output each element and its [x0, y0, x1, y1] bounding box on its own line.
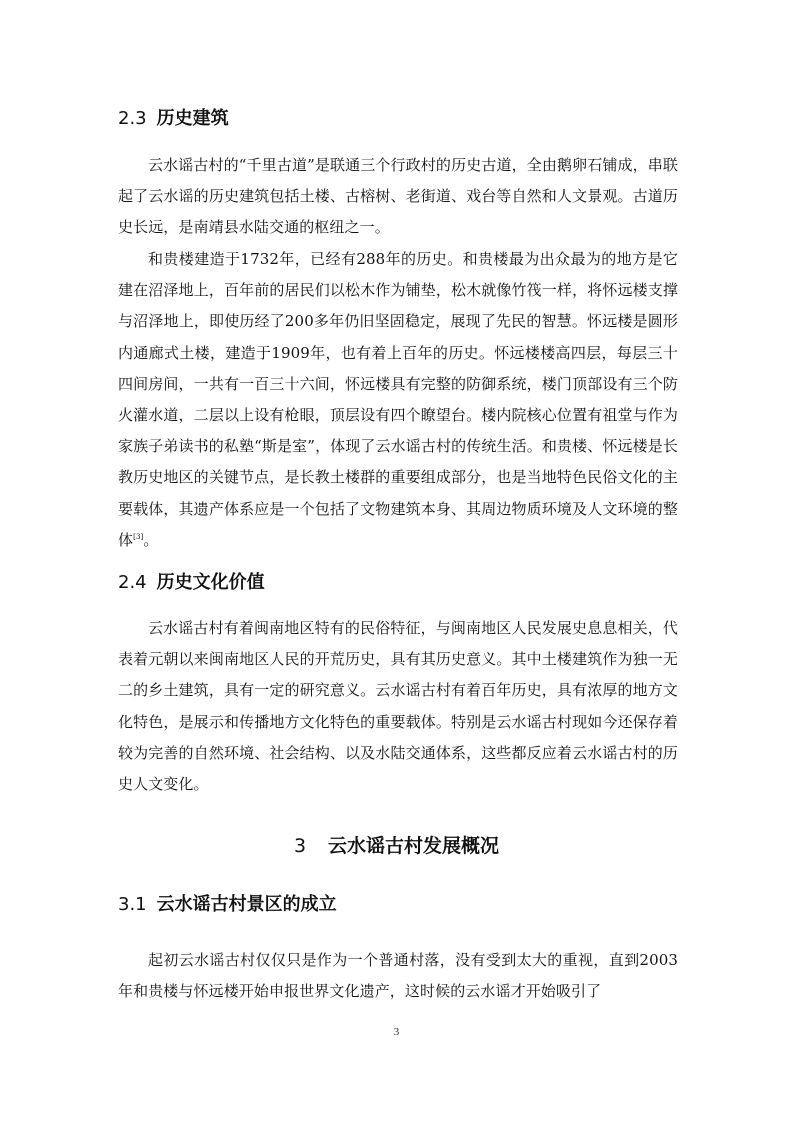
- chapter-heading-3: [0, 831, 793, 858]
- section-title: 历史文化价值: [156, 572, 265, 593]
- page-number: 3: [393, 1026, 400, 1038]
- section-heading-3-1: [118, 890, 337, 916]
- paragraph: 云水谣古村有着闽南地区特有的民俗特征，与闽南地区人民发展史息息相关，代表着元朝以来闽南地区人民的开荒历史，具有其历史意义。其中土楼建筑作为独一无二的乡土建筑，具有一定的研究意义。云水谣古村有着百年历史，具有浓厚的地方文化特色，是展示和传播地方文化特色的重要载体。特别是云水谣古村现如今还保存着较为完善的自然环境、社会结构、以及水陆交通体系，这些都反应着云水谣古村的历史人文变化。: [118, 619, 678, 794]
- paragraph: 云水谣古村的“千里古道”是联通三个行政村的历史古道，全由鹅卵石铺成，串联起了云水谣的历史建筑包括土楼、古榕树、老街道、戏台等自然和人文景观。古道历史长远，是南靖县水陆交通的枢纽之一。: [118, 156, 678, 237]
- paragraph-text: 和贵楼建造于1732年，已经有288年的历史。和贵楼最为出众最为的地方是它建在沼泽地上，百年前的居民们以松木作为铺垫，松木就像竹筏一样，将怀远楼支撑与沼泽地上，即使历经了200多年仍旧坚固稳定，展现了先民的智慧。怀远楼是圆形内通廊式土楼，建造于1909年，也有着上百年的历史。怀远楼楼高四层，每层三十四间房间，一共有一百三十六间，怀远楼具有完整的防御系统，楼门顶部设有三个防火灌水道，二层以上设有枪眼，顶层设有四个瞭望台。楼内院核心位置有祖堂与作为家族子弟读书的私塾“斯是室”，体现了云水谣古村的传统生活。和贵楼、怀远楼是长教历史地区的关键节点，是长教土楼群的重要组成部分，也是当地特色民俗文化的主要载体，其遗产体系应是一个包括了文物建筑本身、其周边物质环境及人文环境的整体: [118, 250, 678, 549]
- chapter-number: 3: [293, 835, 307, 857]
- section-heading-2-3: [118, 104, 229, 130]
- section-number: 2.4: [118, 572, 147, 593]
- paragraph: 起初云水谣古村仅仅只是作为一个普通村落，没有受到太大的重视，直到2003年和贵楼与怀远楼开始申报世界文化遗产，这时候的云水谣才开始吸引了: [118, 951, 678, 1001]
- section-title: 云水谣古村景区的成立: [156, 894, 337, 915]
- section-number: 3.1: [118, 894, 147, 915]
- paragraph: [118, 244, 678, 556]
- chapter-title: 云水谣古村发展概况: [328, 835, 500, 857]
- section-title: 历史建筑: [156, 108, 229, 129]
- section-number: 2.3: [118, 108, 147, 129]
- citation-marker: [3]: [133, 532, 144, 541]
- section-heading-2-4: [118, 568, 265, 594]
- paragraph-ending: 。: [143, 530, 159, 549]
